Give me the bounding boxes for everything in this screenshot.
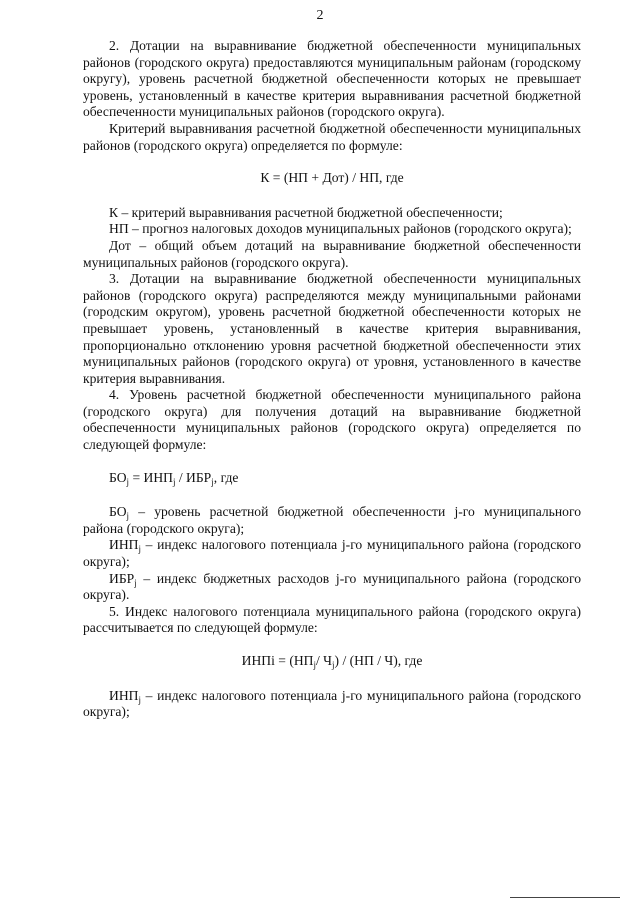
- paragraph-3: 3. Дотации на выравнивание бюджетной обеспеченности муниципальных районов (городского округа) распределяются между муниципальными районами (городским округом), уровень расчетной бюджетной обеспеченности которых не превышает уровень, установленный в качестве критерия выравнивания, пропорционально отклонению уровня расчетной бюджетной обеспеченности этих муниципальных районов (городского округа) от уровня, установленного в качестве критерия выравнивания.: [83, 271, 581, 386]
- definition-ibr: [83, 571, 581, 604]
- definition-k: К – критерий выравнивания расчетной бюджетной обеспеченности;: [109, 204, 503, 220]
- definition-inp-subscript: j: [138, 544, 141, 555]
- formula-k: К = (НП + Дот) / НП, где: [260, 170, 404, 186]
- definition-inp-2: [83, 688, 581, 721]
- paragraph-2: 2. Дотации на выравнивание бюджетной обеспеченности муниципальных районов (городского округа) предоставляются муниципальным районам (городскому округу), уровень расчетной бюджетной обеспеченности которых не превышает уровень, установленный в качестве критерия выравнивания расчетной бюджетной обеспеченности муниципальных районов (городского округа).: [83, 38, 581, 120]
- definition-dot: Дот – общий объем дотаций на выравнивание бюджетной обеспеченности муниципальных районов (городского округа).: [83, 237, 581, 270]
- definition-inp: [83, 537, 581, 570]
- definition-bo-subscript: j: [126, 511, 130, 522]
- formula-inp-part-c: ) / (НП / Ч), где: [334, 653, 423, 668]
- definition-inp-2-text: – индекс налогового потенциала j-го муниципального района (городского округа);: [83, 687, 581, 720]
- formula-inp-subscript: j: [332, 660, 335, 670]
- formula-inp-part-a: ИНПi = (НП: [241, 653, 314, 668]
- paragraph-5: 5. Индекс налогового потенциала муниципального района (городского округа) рассчитывается по следующей формуле:: [83, 603, 581, 636]
- definition-bo-text: – уровень расчетной бюджетной обеспеченности j-го муниципального района (городского округа);: [83, 504, 581, 536]
- paragraph-4: 4. Уровень расчетной бюджетной обеспеченности муниципального района (городского округа) для получения дотаций на выравнивание бюджетной обеспеченности муниципальных районов (городского округа) определяется по следующей формуле:: [83, 387, 581, 453]
- definition-bo-symbol: БО: [109, 504, 127, 520]
- formula-bo-tail: , где: [213, 469, 239, 485]
- formula-inp: [83, 653, 581, 670]
- document-body: [83, 38, 581, 721]
- formula-bo-ibr: / ИБР: [175, 469, 212, 485]
- definition-np: НП – прогноз налоговых доходов муниципальных районов (городского округа);: [109, 221, 572, 237]
- definition-inp-symbol: ИНП: [109, 537, 139, 553]
- formula-inp-subscript: j: [313, 660, 316, 670]
- formula-bo-term: БО: [109, 469, 127, 485]
- definition-ibr-symbol: ИБР: [109, 570, 135, 586]
- definition-inp-2-subscript: j: [138, 694, 141, 705]
- formula-bo-inp: = ИНП: [129, 469, 173, 485]
- definition-bo: [83, 504, 581, 537]
- formula-bo-subscript: j: [211, 476, 214, 487]
- definition-ibr-subscript: j: [134, 577, 137, 588]
- formula-bo: [109, 470, 581, 487]
- page-number: 2: [316, 8, 324, 23]
- formula-inp-part-b: / Ч: [316, 653, 333, 668]
- definition-ibr-text: – индекс бюджетных расходов j-го муниципального района (городского округа).: [83, 570, 581, 603]
- criterion-intro: Критерий выравнивания расчетной бюджетной обеспеченности муниципальных районов (городского округа) определяется по формуле:: [83, 120, 581, 153]
- formula-bo-subscript: j: [172, 476, 176, 487]
- footer-rule: [510, 897, 620, 898]
- definition-inp-2-symbol: ИНП: [109, 687, 139, 703]
- formula-bo-subscript: j: [126, 476, 130, 487]
- definition-inp-text: – индекс налогового потенциала j-го муниципального района (городского округа);: [83, 537, 581, 570]
